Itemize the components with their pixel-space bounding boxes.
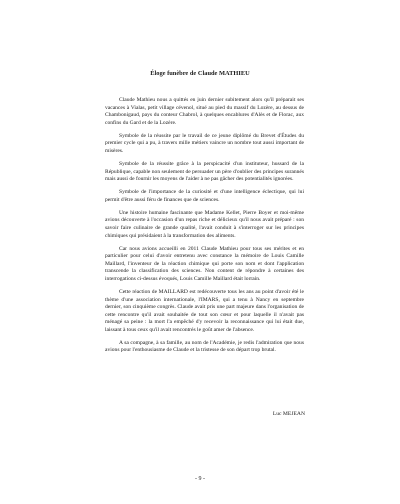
paragraph: Symbole de la réussite grâce à la perspicacité d'un instituteur, hussard de la République, capable non seulement de persuader un père d'oublier des principes surannés mais aussi de fournir les moyens de l'aider à ne pas gâcher des potentialités ignorées. xyxy=(105,161,304,183)
author-signature: Luc MEJEAN xyxy=(272,411,305,417)
paragraph: A sa compagne, à sa famille, au nom de l'Académie, je redis l'admiration que nous avions pour l'enthousiasme de Claude et la tristesse de son départ trop brutal. xyxy=(105,339,304,354)
document-body xyxy=(105,97,304,361)
paragraph: Symbole de l'importance de la curiosité et d'une intelligence éclectique, qui lui permit d'être aussi féru de finances que de sciences. xyxy=(105,189,304,203)
paragraph: Symbole de la réussite par le travail de ce jeune diplômé du Brevet d'Études du premier cycle qui a pu, à travers mille métiers vaincre un nombre tout aussi important de misères. xyxy=(105,132,304,154)
paragraph: Une histoire humaine fascinante que Madame Kellet, Pierre Boyer et moi-même avions découverte à l'occasion d'un repas riche et délicieux qu'il nous avait préparé : son savoir faire culinaire de grande qualité, l'avait conduit à s'interroger sur les principes chimiques qui présidaient à la transformation des aliments. xyxy=(105,209,304,239)
page-number: - 9 - xyxy=(195,476,205,482)
document-title: Éloge funèbre de Claude MATHIEU xyxy=(150,70,250,77)
paragraph: Claude Mathieu nous a quittés en juin dernier subitement alors qu'il préparait ses vacances à Vialas, petit village cévenol, situé au pied du massif du Lozère, au dessus de Chambonigaud, pays du conteur Chabrol, à quelques encablures d'Alès et de Florac, aux confins du Gard et de la Lozère. xyxy=(105,97,304,126)
paragraph: Car nous avions accueilli en 2011 Claude Mathieu pour tous ses mérites et en particulier pour celui d'avoir entretenu avec constance la mémoire de Louis Camille Maillard, l'inventeur de la réaction chimique qui porte son nom et dont l'application transcende la classification des sciences. Non content de répondre à certaines des interrogations ci-dessus évoqués, Louis Camille Maillard était lorrain. xyxy=(105,245,304,282)
paragraph: Cette réaction de MAILLARD est redécouverte tous les ans au point d'avoir été le thème d'une association internationale, l'IMARS, qui a tenu à Nancy en septembre dernier, son cinquième congrès. Claude avait pris une part majeure dans l'organisation de cette rencontre qu'il avait souhaitée de tout son cœur et pour laquelle il n'avait pas ménagé sa peine : la mort l'a empêché d'y recevoir la reconnaissance qui lui était due, laissant à tous ceux qu'il avait rencontrés le goût amer de l'absence. xyxy=(105,289,304,333)
